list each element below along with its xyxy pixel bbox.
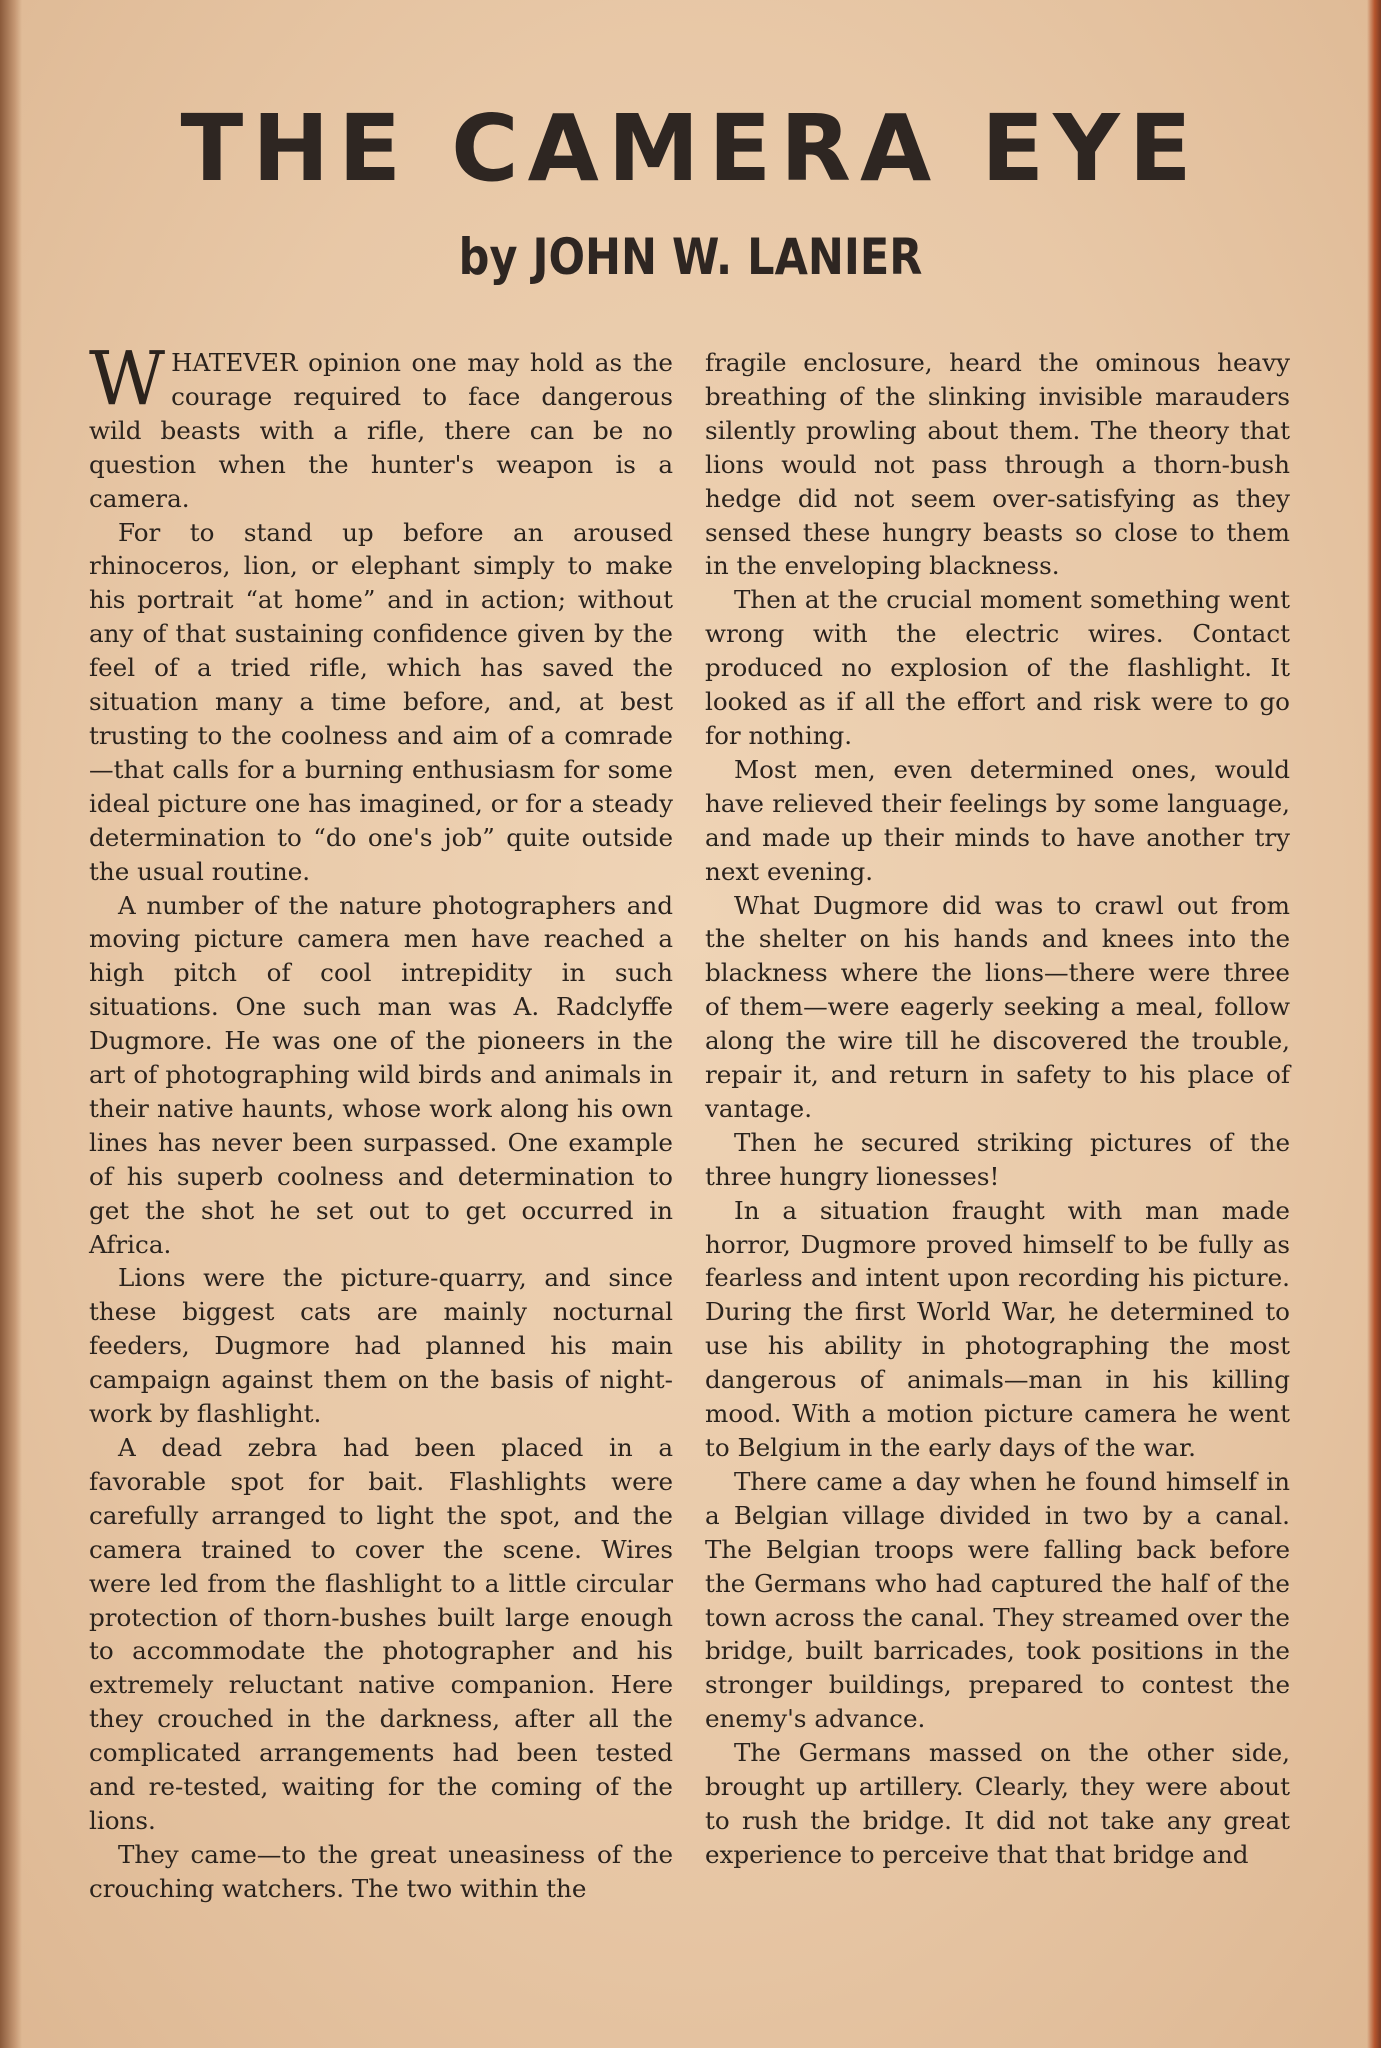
paragraph: A dead zebra had been placed in a favorable spot for bait. Flashlights were carefully arranged to light the spot, and the camera trained to cover the scene. Wires were led from the flashlight to a little circular protection of thorn-bushes built large enough to accommodate the photographer and his extremely reluctant native companion. Here they crouched in the darkness, after all the complicated arrangements had been tested and re-tested, waiting for the coming of the lions. xyxy=(89,1433,673,1835)
paragraph: What Dugmore did was to crawl out from the shelter on his hands and knees into the blackness where the lions—there were three of them—were eagerly seeking a meal, follow along the wire till he discovered the trouble, repair it, and return in safety to his place of vantage. xyxy=(705,890,1290,1123)
left-column xyxy=(89,336,673,1906)
paragraph: Most men, even determined ones, would have relieved their feelings by some language, and made up their minds to have another try next evening. xyxy=(705,754,1290,886)
paragraph: For to stand up before an aroused rhinoceros, lion, or elephant simply to make his portrait “at home” and in action; without any of that sustaining confidence given by the feel of a tried rifle, which has saved the situation many a time before, and, at best trusting to the coolness and aim of a comrade—that calls for a burning enthusiasm for some ideal picture one has imagined, or for a steady determination to “do one's job” quite outside the usual routine. xyxy=(89,517,673,886)
paragraph xyxy=(89,336,673,516)
paragraph: They came—to the great uneasiness of the crouching watchers. The two within the xyxy=(89,1839,673,1903)
paragraph: Lions were the picture-quarry, and since these biggest cats are mainly nocturnal feeders, Dugmore had planned his main campaign against them on the basis of night-work by flashlight. xyxy=(89,1263,673,1429)
paragraph: A number of the nature photographers and moving picture camera men have reached a high pitch of cool intrepidity in such situations. One such man was A. Radclyffe Dugmore. He was one of the pioneers in the art of photographing wild birds and animals in their native haunts, whose work along his own lines has never been surpassed. One example of his superb coolness and determination to get the shot he set out to get occurred in Africa. xyxy=(89,890,673,1259)
paragraph-text: HATEVER opinion one may hold as the courage required to face dangerous wild beasts with a rifle, there can be no question when the hunter's weapon is a camera. xyxy=(89,348,673,513)
article-byline: by JOHN W. LANIER xyxy=(458,228,923,286)
article-title: THE CAMERA EYE xyxy=(180,95,1201,202)
binding-spine xyxy=(0,0,22,2048)
right-column xyxy=(705,346,1290,1872)
paragraph: In a situation fraught with man made horror, Dugmore proved himself to be fully as fearless and intent upon recording his picture. During the first World War, he determined to use his ability in photographing the most dangerous of animals—man in his killing mood. With a motion picture camera he went to Belgium in the early days of the war. xyxy=(705,1195,1290,1462)
paragraph: Then at the crucial moment something went wrong with the electric wires. Contact produced no explosion of the flashlight. It looked as if all the effort and risk were to go for nothing. xyxy=(705,585,1290,750)
drop-cap: W xyxy=(89,336,166,422)
page-edge xyxy=(1367,0,1381,2048)
paragraph: Then he secured striking pictures of the three hungry lionesses! xyxy=(705,1127,1290,1191)
paragraph: fragile enclosure, heard the ominous heavy breathing of the slinking invisible marauders silently prowling about them. The theory that lions would not pass through a thorn-bush hedge did not seem over-satisfying as they sensed these hungry beasts so close to them in the enveloping blackness. xyxy=(705,348,1290,581)
paragraph: There came a day when he found himself in a Belgian village divided in two by a canal. The Belgian troops were falling back before the Germans who had captured the half of the town across the canal. They streamed over the bridge, built barricades, took positions in the stronger buildings, prepared to contest the enemy's advance. xyxy=(705,1466,1290,1734)
paragraph: The Germans massed on the other side, brought up artillery. Clearly, they were about to rush the bridge. It did not take any great experience to perceive that that bridge and xyxy=(705,1738,1290,1869)
